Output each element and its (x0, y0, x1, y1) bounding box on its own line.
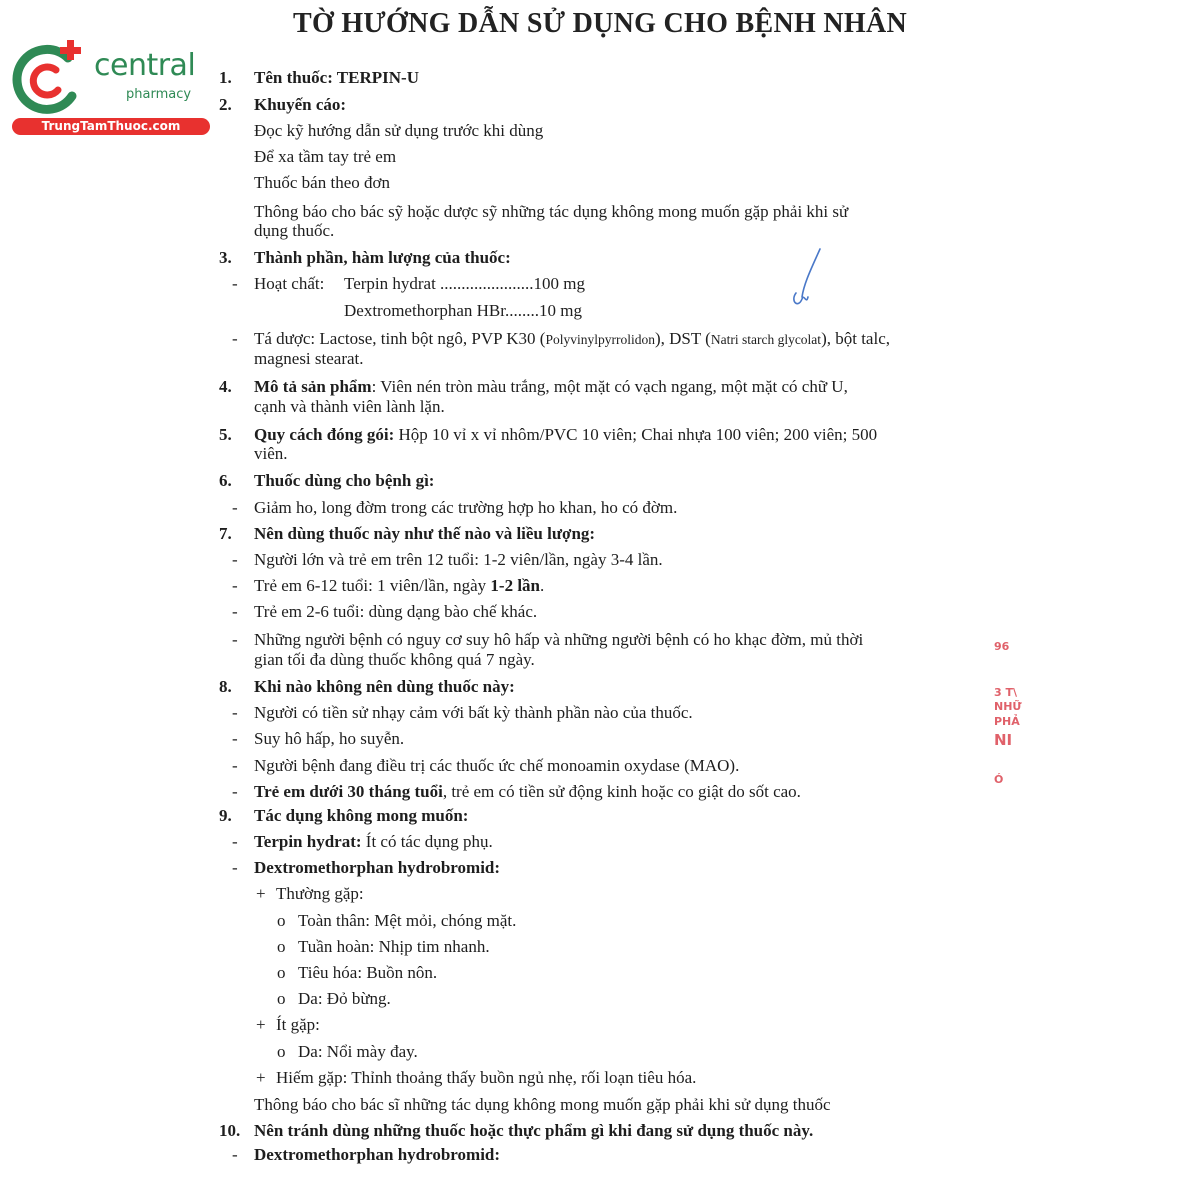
circle-bullet: o (277, 963, 286, 982)
warning-line: Để xa tầm tay trẻ em (254, 147, 397, 166)
dash-bullet: - (232, 858, 238, 877)
contraindication-line: Người có tiền sử nhạy cảm với bất kỳ thành phần nào của thuốc. (254, 703, 693, 722)
side-effect-item: Da: Đỏ bừng. (298, 989, 391, 1008)
dash-bullet: - (232, 703, 238, 722)
section-number: 1. (219, 68, 232, 87)
dosage-line: Những người bệnh có nguy cơ suy hô hấp và những người bệnh có ho khạc đờm, mủ thời (254, 630, 864, 649)
section-number: 10. (219, 1121, 241, 1140)
dosage-line: gian tối đa dùng thuốc không quá 7 ngày. (254, 650, 535, 669)
description-line: cạnh và thành viên lành lặn. (254, 397, 445, 416)
section-number: 9. (219, 806, 232, 825)
side-effect-item: Da: Nổi mày đay. (298, 1042, 418, 1061)
dash-bullet: - (232, 630, 238, 649)
drug-name: Tên thuốc: TERPIN-U (254, 68, 419, 87)
section-number: 5. (219, 425, 232, 444)
dash-bullet: - (232, 274, 238, 293)
plus-bullet: + (256, 1015, 266, 1034)
dosage-line: Trẻ em 2-6 tuổi: dùng dạng bào chế khác. (254, 602, 538, 621)
section-heading: Khi nào không nên dùng thuốc này: (254, 677, 515, 696)
red-stamp-fragment: 96 3 T\ NHỮ PHẢ NI Ó (994, 640, 1022, 786)
section-number: 6. (219, 471, 232, 490)
section-number: 8. (219, 677, 232, 696)
dash-bullet: - (232, 729, 238, 748)
warning-line: Thuốc bán theo đơn (254, 173, 390, 192)
ingredient-line: Terpin hydrat ......................100 mg (344, 274, 586, 293)
circle-bullet: o (277, 989, 286, 1008)
dash-bullet: - (232, 1145, 238, 1164)
plus-bullet: + (256, 884, 266, 903)
circle-bullet: o (277, 1042, 286, 1061)
section-heading: Thành phần, hàm lượng của thuốc: (254, 248, 511, 267)
dosage-line: Trẻ em 6-12 tuổi: 1 viên/lần, ngày 1-2 lần. (254, 576, 545, 595)
contraindication-line: Người bệnh đang điều trị các thuốc ức chế monoamin oxydase (MAO). (254, 756, 740, 775)
dash-bullet: - (232, 602, 238, 621)
dash-bullet: - (232, 832, 238, 851)
notify-line: Thông báo cho bác sĩ những tác dụng không mong muốn gặp phải khi sử dụng thuốc (254, 1095, 831, 1114)
ingredient-line: Dextromethorphan HBr........10 mg (344, 301, 582, 320)
section-number: 3. (219, 248, 232, 267)
indication-line: Giảm ho, long đờm trong các trường hợp ho khan, ho có đờm. (254, 498, 678, 517)
contraindication-line: Trẻ em dưới 30 tháng tuổi, trẻ em có tiền sử động kinh hoặc co giật do sốt cao. (254, 782, 801, 801)
dash-bullet: - (232, 498, 238, 517)
section-heading: Tác dụng không mong muốn: (254, 806, 469, 825)
section-heading: Khuyến cáo: (254, 95, 347, 114)
interaction-line: Dextromethorphan hydrobromid: (254, 1145, 501, 1164)
frequency-label: Hiếm gặp: Thỉnh thoảng thấy buồn ngủ nhẹ, rối loạn tiêu hóa. (276, 1068, 697, 1087)
dash-bullet: - (232, 550, 238, 569)
circle-bullet: o (277, 911, 286, 930)
side-effect-item: Toàn thân: Mệt mỏi, chóng mặt. (298, 911, 517, 930)
excipients-line: magnesi stearat. (254, 349, 364, 368)
warning-line: Thông báo cho bác sỹ hoặc dược sỹ những tác dụng không mong muốn gặp phải khi sử (254, 202, 849, 221)
circle-bullet: o (277, 937, 286, 956)
frequency-label: Ít gặp: (276, 1015, 320, 1034)
section-heading: Thuốc dùng cho bệnh gì: (254, 471, 435, 490)
excipients-line: Tá dược: Lactose, tinh bột ngô, PVP K30 (Polyvinylpyrrolidon), DST (Natri starch glycolat), bột talc, (254, 329, 890, 348)
dash-bullet: - (232, 576, 238, 595)
packaging-line: viên. (254, 444, 288, 463)
section-number: 2. (219, 95, 232, 114)
plus-bullet: + (256, 1068, 266, 1087)
logo-brand-text: central (94, 48, 196, 83)
logo-sub-text: pharmacy (126, 87, 192, 102)
dash-bullet: - (232, 782, 238, 801)
active-ingredient-label: Hoạt chất: (254, 274, 325, 293)
warning-line: Đọc kỹ hướng dẫn sử dụng trước khi dùng (254, 121, 544, 140)
warning-line: dụng thuốc. (254, 221, 335, 240)
dash-bullet: - (232, 329, 238, 348)
packaging-line: Quy cách đóng gói: Hộp 10 vỉ x vỉ nhôm/PVC 10 viên; Chai nhựa 100 viên; 200 viên; 500 (254, 425, 878, 444)
document-title: TỜ HƯỚNG DẪN SỬ DỤNG CHO BỆNH NHÂN (292, 8, 908, 39)
side-effect-item: Tuần hoàn: Nhịp tim nhanh. (298, 937, 490, 956)
section-number: 4. (219, 377, 232, 396)
side-effect-item: Tiêu hóa: Buồn nôn. (298, 963, 438, 982)
section-heading: Nên tránh dùng những thuốc hoặc thực phẩm gì khi đang sử dụng thuốc này. (254, 1121, 814, 1140)
description-line: Mô tả sản phẩm: Viên nén tròn màu trắng, một mặt có vạch ngang, một mặt có chữ U, (254, 377, 848, 396)
section-number: 7. (219, 524, 232, 543)
frequency-label: Thường gặp: (276, 884, 364, 903)
section-heading: Nên dùng thuốc này như thế nào và liều lượng: (254, 524, 596, 543)
side-effect-line: Terpin hydrat: Ít có tác dụng phụ. (254, 832, 493, 851)
dosage-line: Người lớn và trẻ em trên 12 tuổi: 1-2 viên/lần, ngày 3-4 lần. (254, 550, 663, 569)
side-effect-line: Dextromethorphan hydrobromid: (254, 858, 501, 877)
dash-bullet: - (232, 756, 238, 775)
contraindication-line: Suy hô hấp, ho suyễn. (254, 729, 405, 748)
logo-site-badge[interactable]: TrungTamThuoc.com (12, 118, 210, 135)
